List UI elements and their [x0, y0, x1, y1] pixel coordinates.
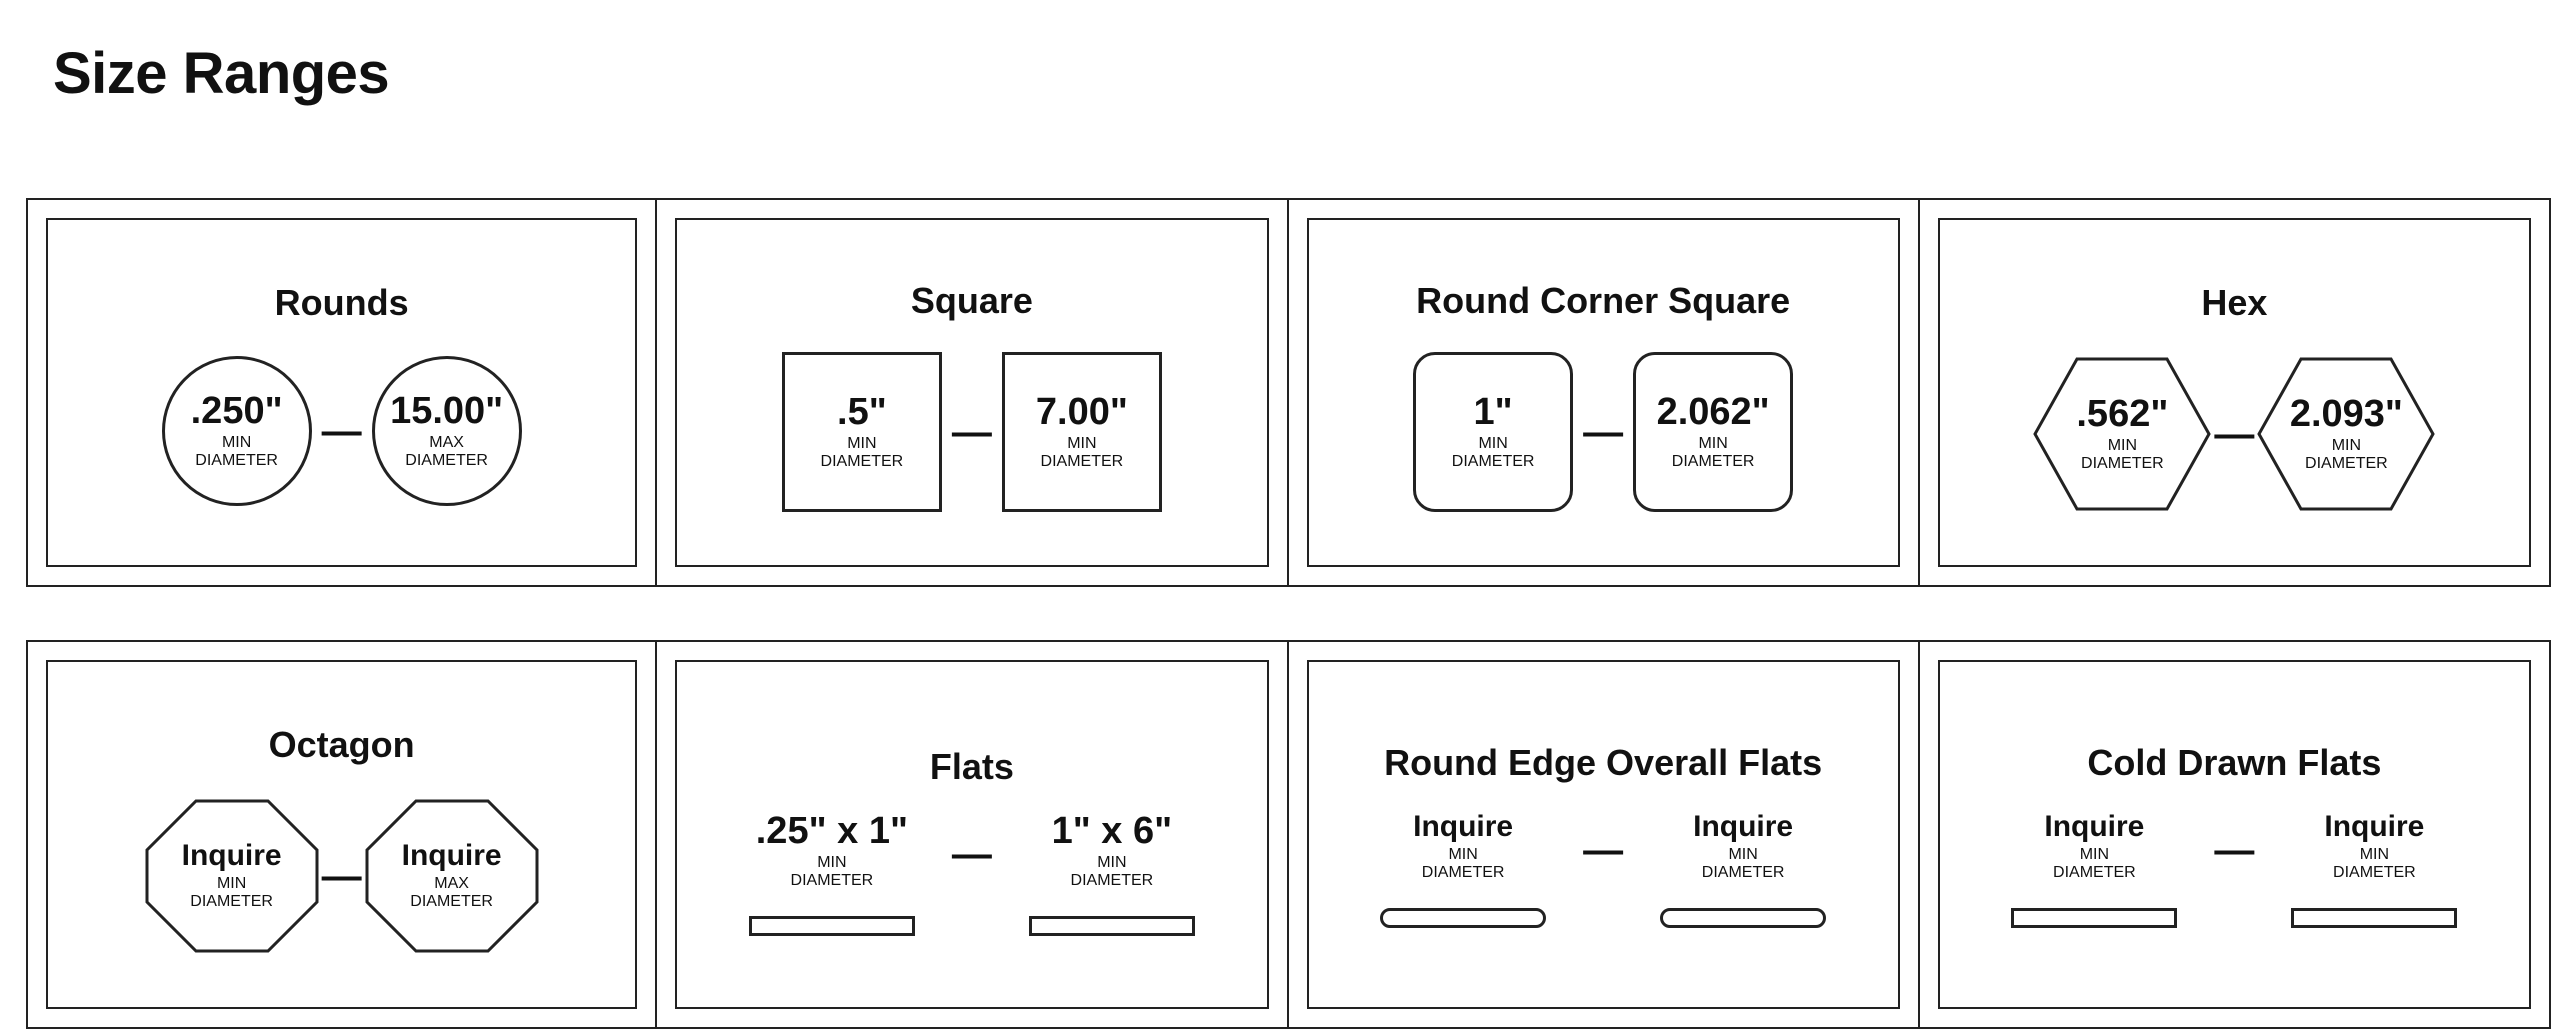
min-value: Inquire: [2044, 810, 2145, 843]
flat-bar-icon: [1029, 916, 1195, 936]
card-inner-frame: [1938, 218, 2531, 567]
card-inner-frame: [1307, 218, 1900, 567]
max-caption: MIN DIAMETER: [1040, 435, 1124, 470]
min-value: .562": [2076, 393, 2169, 435]
min-caption: MIN DIAMETER: [2053, 846, 2136, 881]
card-inner-frame: [46, 660, 637, 1009]
square-max-shape: [1002, 352, 1162, 512]
card-title: Hex: [2201, 282, 2268, 323]
card-inner-frame: [675, 218, 1268, 567]
octagon-min-shape: [144, 798, 320, 954]
octagon-max-shape: [364, 798, 540, 954]
min-caption: MIN DIAMETER: [2081, 437, 2164, 472]
page-title: Size Ranges: [53, 41, 390, 106]
card-title: Rounds: [274, 282, 409, 323]
flat-bar-icon: [2291, 908, 2457, 928]
card-title: Round Edge Overall Flats: [1384, 742, 1823, 783]
shape-pair: [48, 798, 635, 954]
min-caption: MIN DIAMETER: [190, 875, 273, 910]
card-title: Round Corner Square: [1416, 280, 1791, 321]
card-square: [655, 198, 1288, 587]
card-cold-drawn-flats: [1918, 640, 2551, 1029]
round-corner-square-min-shape: [1413, 352, 1573, 512]
min-caption: MIN DIAMETER: [195, 434, 278, 469]
max-caption: MIN DIAMETER: [1701, 846, 1785, 881]
min-value: Inquire: [1413, 810, 1514, 843]
card-flats: [655, 640, 1288, 1029]
cold-drawn-flats-max-item: [2254, 812, 2494, 928]
max-caption: MIN DIAMETER: [2333, 846, 2416, 881]
card-inner-frame: [46, 218, 637, 567]
round-edge-flats-max-item: [1623, 812, 1863, 928]
shape-pair: [1309, 812, 1898, 928]
shape-pair: [1309, 352, 1898, 512]
min-value: .25" x 1": [755, 810, 908, 852]
flat-bar-icon: [749, 916, 915, 936]
card-title: Cold Drawn Flats: [2087, 742, 2382, 783]
range-dash: —: [951, 410, 992, 454]
max-value: Inquire: [401, 839, 502, 872]
max-caption: MIN DIAMETER: [2305, 437, 2388, 472]
card-inner-frame: [1938, 660, 2531, 1009]
hex-min-shape: [2032, 356, 2212, 512]
max-value: 15.00": [390, 390, 504, 432]
min-caption: MIN DIAMETER: [1451, 435, 1535, 470]
square-min-shape: [782, 352, 942, 512]
min-caption: MIN DIAMETER: [1421, 846, 1505, 881]
size-ranges-row-2: [26, 640, 2551, 1029]
card-round-corner-square: [1287, 198, 1920, 587]
shape-pair: [677, 812, 1266, 936]
card-title: Octagon: [268, 724, 415, 765]
flats-max-item: [992, 812, 1232, 936]
shape-pair: [1940, 356, 2529, 512]
max-value: 2.062": [1656, 391, 1770, 433]
card-inner-frame: [675, 660, 1268, 1009]
range-dash: —: [321, 854, 362, 898]
card-hex: [1918, 198, 2551, 587]
round-corner-square-max-shape: [1633, 352, 1793, 512]
shape-pair: [677, 352, 1266, 512]
card-title: Square: [910, 280, 1033, 321]
max-caption: MAX DIAMETER: [405, 434, 488, 469]
min-value: Inquire: [181, 839, 282, 872]
card-octagon: [26, 640, 657, 1029]
card-title: Flats: [929, 746, 1014, 787]
max-caption: MAX DIAMETER: [410, 875, 493, 910]
max-value: Inquire: [1693, 810, 1794, 843]
flats-min-item: [712, 812, 952, 936]
flat-bar-icon: [2011, 908, 2177, 928]
range-dash: —: [1583, 828, 1624, 872]
min-value: .250": [190, 390, 283, 432]
range-dash: —: [1583, 410, 1624, 454]
shape-pair: [1940, 812, 2529, 928]
max-caption: MIN DIAMETER: [1070, 854, 1154, 889]
range-dash: —: [2214, 828, 2255, 872]
round-max-circle: [372, 356, 522, 506]
min-value: .5": [837, 391, 887, 433]
min-caption: MIN DIAMETER: [790, 854, 874, 889]
round-edge-flats-min-item: [1343, 812, 1583, 928]
size-ranges-row-1: [26, 198, 2551, 587]
min-caption: MIN DIAMETER: [820, 435, 904, 470]
max-value: 7.00": [1035, 391, 1128, 433]
hex-max-shape: [2256, 356, 2436, 512]
max-value: 1" x 6": [1051, 810, 1173, 852]
range-dash: —: [321, 409, 362, 453]
round-min-circle: [162, 356, 312, 506]
max-value: Inquire: [2324, 810, 2425, 843]
min-value: 1": [1473, 391, 1513, 433]
max-caption: MIN DIAMETER: [1671, 435, 1755, 470]
card-round-edge-overall-flats: [1287, 640, 1920, 1029]
round-edge-flat-bar-icon: [1380, 908, 1546, 928]
shape-pair: [48, 356, 635, 506]
range-dash: —: [2214, 412, 2255, 456]
cold-drawn-flats-min-item: [1974, 812, 2214, 928]
card-inner-frame: [1307, 660, 1900, 1009]
range-dash: —: [951, 832, 992, 876]
max-value: 2.093": [2289, 393, 2403, 435]
card-rounds: [26, 198, 657, 587]
round-edge-flat-bar-icon: [1660, 908, 1826, 928]
